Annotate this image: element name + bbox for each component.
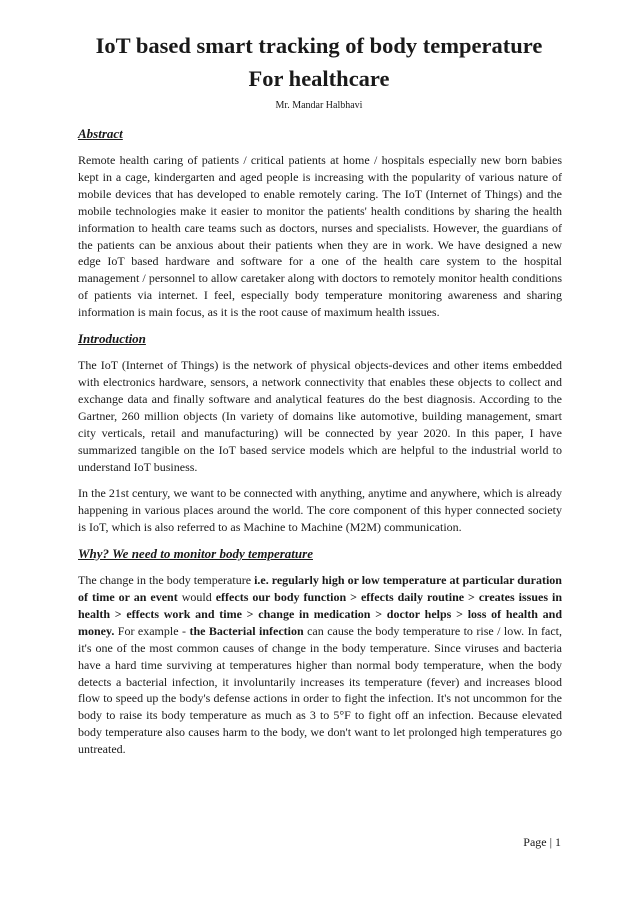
abstract-paragraph: Remote health caring of patients / critical patients at home / hospitals especially new born babies kept in a cage, kindergarten and aged people is increasing with the popularity of various nature of mobile devices that has developed to enable remotely caring. The IoT (Internet of Things) and the mobile technologies make it easier to monitor the patients' health conditions by sharing the health information to health care teams such as doctors, nurses and specialists. However, the guardians of the patients can be anxious about their patients when they are in work. We have designed a new edge IoT based hardware and software for a one of the health care system to the hospital management / personnel to allow caretaker along with doctors to remotely monitor health conditions of patients via internet. I feel, especially body temperature monitoring awareness and sharing information is main focus, as it is the root cause of maximum health issues.	[78, 153, 562, 320]
page-number: Page | 1	[523, 835, 561, 849]
why-bold-2: effects our body function > effects daily routine > creates issues in health > effects work and time > change in medication > doctor helps > loss of health and money.	[78, 590, 562, 638]
why-bold-3: the Bacterial infection	[189, 623, 304, 638]
abstract-heading: Abstract	[78, 126, 123, 141]
introduction-paragraph-2: In the 21st century, we want to be connected with anything, anytime and anywhere, which is already happening in various places around the world. The core component of this hyper connected society is IoT, which is also referred to as Machine to Machine (M2M) communication.	[78, 486, 562, 535]
title-line-2: For healthcare	[248, 66, 390, 91]
why-text-2: would	[177, 590, 216, 605]
introduction-paragraph-1: The IoT (Internet of Things) is the network of physical objects-devices and other items embedded with electronics hardware, sensors, a network connectivity that enables these objects to collect and exchange data and finally software and analytical features do the best diagnosis. According to the Gartner, 260 million objects (In variety of domains like automotive, building management, smart city verticals, retail and manufacturing) will be connected by year 2020. In this paper, I have summarized tangible on the IoT based service models which are helpful to the industrial world to understand IoT business.	[78, 358, 562, 474]
why-bold-1: i.e. regularly high or low temperature at particular duration of time or an event	[78, 573, 562, 605]
why-paragraph	[78, 572, 562, 758]
title-line-1: IoT based smart tracking of body temperature	[95, 33, 543, 58]
why-text-1: The change in the body temperature	[78, 573, 255, 588]
why-text-3: For example -	[114, 623, 190, 638]
why-heading: Why? We need to monitor body temperature	[78, 546, 313, 562]
why-text-4: can cause the body temperature to rise / low. In fact, it's one of the most common causes of change in the body temperature. Since viruses and bacteria have a hard time surviving at temperatures higher than normal body temperature, when the body detects a bacterial infection, it involuntarily increases its temperature (fever) and increases blood flow to speed up the body's defense actions in order to fight the infection. It's not uncommon for the body to raise its body temperature as much as 3 to 5°F to fight off an infection. Because elevated body temperature also causes harm to the body, we don't want to let prolonged high temperatures go untreated.	[78, 623, 563, 757]
introduction-heading: Introduction	[78, 331, 146, 347]
body-content	[78, 126, 562, 768]
author-name: Mr. Mandar Halbhavi	[275, 100, 363, 111]
